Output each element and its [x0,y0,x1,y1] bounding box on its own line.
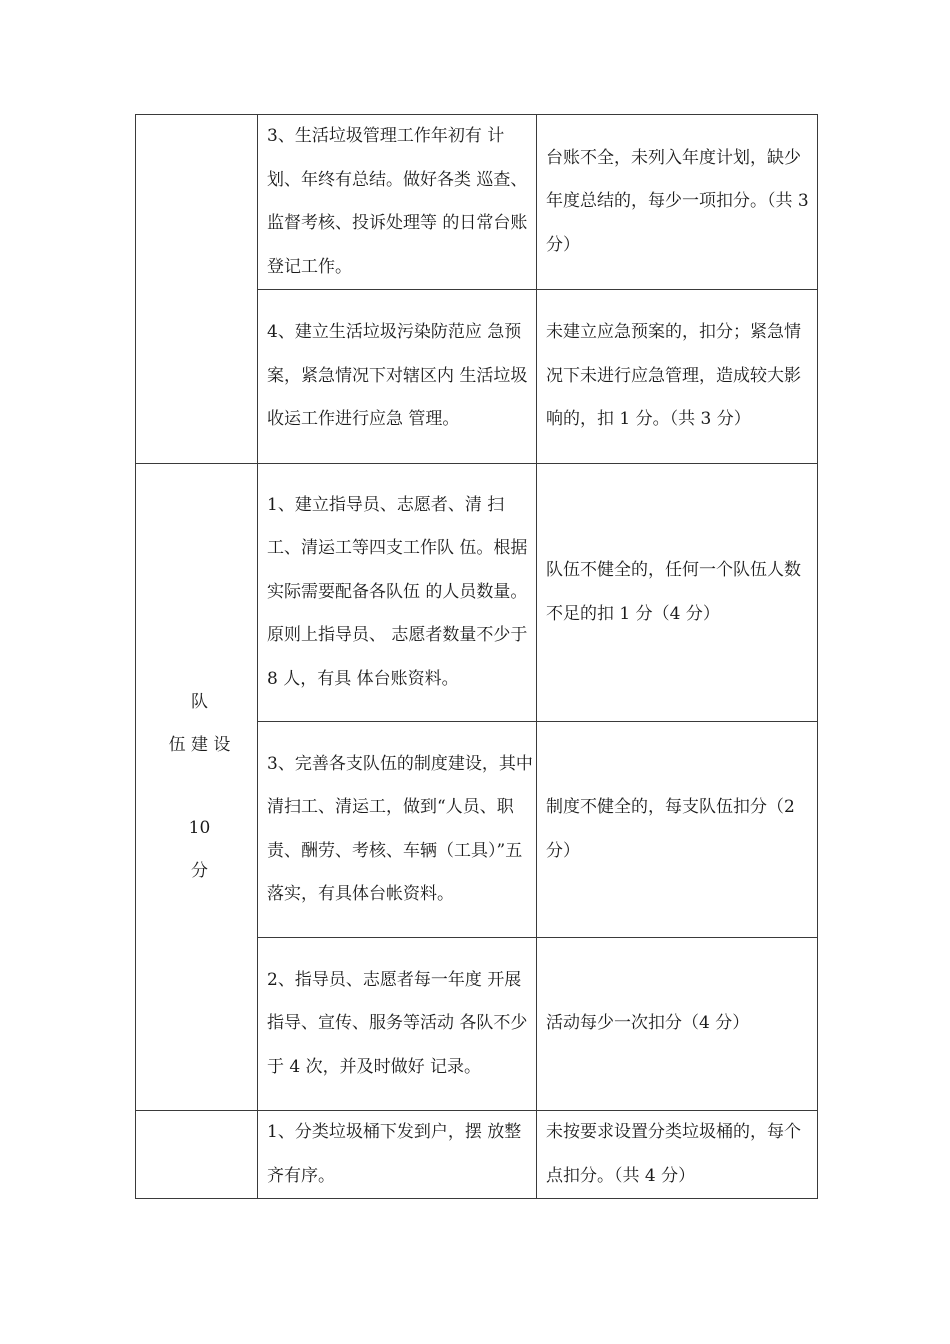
requirement-text: 3、生活垃圾管理工作年初有 计划、年终有总结。做好各类 巡查、监督考核、投诉处理等 的日常台账登记工作。 [267,126,528,277]
deduction-text: 未按要求设置分类垃圾桶的，每个点扣分。（共 4 分） [546,1122,801,1186]
requirement-text: 3、完善各支队伍的制度建设，其中清扫工、清运工，做到“人员、职责、酬劳、考核、车辆（工具）”五落实，有具体台帐资料。 [267,753,533,904]
deduction-cell [537,938,818,1111]
deduction-cell [537,464,818,722]
requirement-cell [258,938,537,1111]
deduction-cell [537,290,818,464]
category-score-unit: 分 [191,861,208,881]
category-cell-empty [136,115,258,464]
category-label-line: 队 [191,692,208,712]
requirement-cell [258,722,537,938]
table-row [136,1111,818,1199]
category-cell-team-building [136,464,258,1111]
category-label-line: 伍 建 设 [168,735,231,755]
deduction-text: 制度不健全的，每支队伍扣分（2 分） [546,797,795,861]
deduction-cell [537,115,818,290]
requirement-text: 1、分类垃圾桶下发到户，摆 放整齐有序。 [267,1122,522,1186]
deduction-text: 队伍不健全的，任何一个队伍人数不足的扣 1 分（4 分） [546,560,801,624]
category-score-number: 10 [188,818,211,838]
requirement-cell [258,290,537,464]
requirement-cell [258,464,537,722]
deduction-text: 未建立应急预案的，扣分；紧急情况下未进行应急管理，造成较大影响的，扣 1 分。（共 3 分） [546,322,801,430]
table-row [136,464,818,722]
deduction-text: 台账不全，未列入年度计划，缺少年度总结的，每少一项扣分。（共 3 分） [546,147,809,255]
deduction-cell [537,1111,818,1199]
assessment-table [135,114,818,1199]
requirement-text: 2、指导员、志愿者每一年度 开展指导、宣传、服务等活动 各队不少于 4 次，并及时做好 记录。 [267,969,528,1077]
requirement-cell [258,1111,537,1199]
requirement-cell [258,115,537,290]
deduction-text: 活动每少一次扣分（4 分） [546,1013,750,1034]
table-row [136,115,818,290]
category-cell-empty [136,1111,258,1199]
deduction-cell [537,722,818,938]
requirement-text: 4、建立生活垃圾污染防范应 急预案，紧急情况下对辖区内 生活垃圾收运工作进行应急 管理。 [267,322,528,430]
requirement-text: 1、建立指导员、志愿者、清 扫工、清运工等四支工作队 伍。根据实际需要配备各队伍 的人员数量。原则上指导员、 志愿者数量不少于 8 人，有具 体台账资料。 [267,494,528,689]
